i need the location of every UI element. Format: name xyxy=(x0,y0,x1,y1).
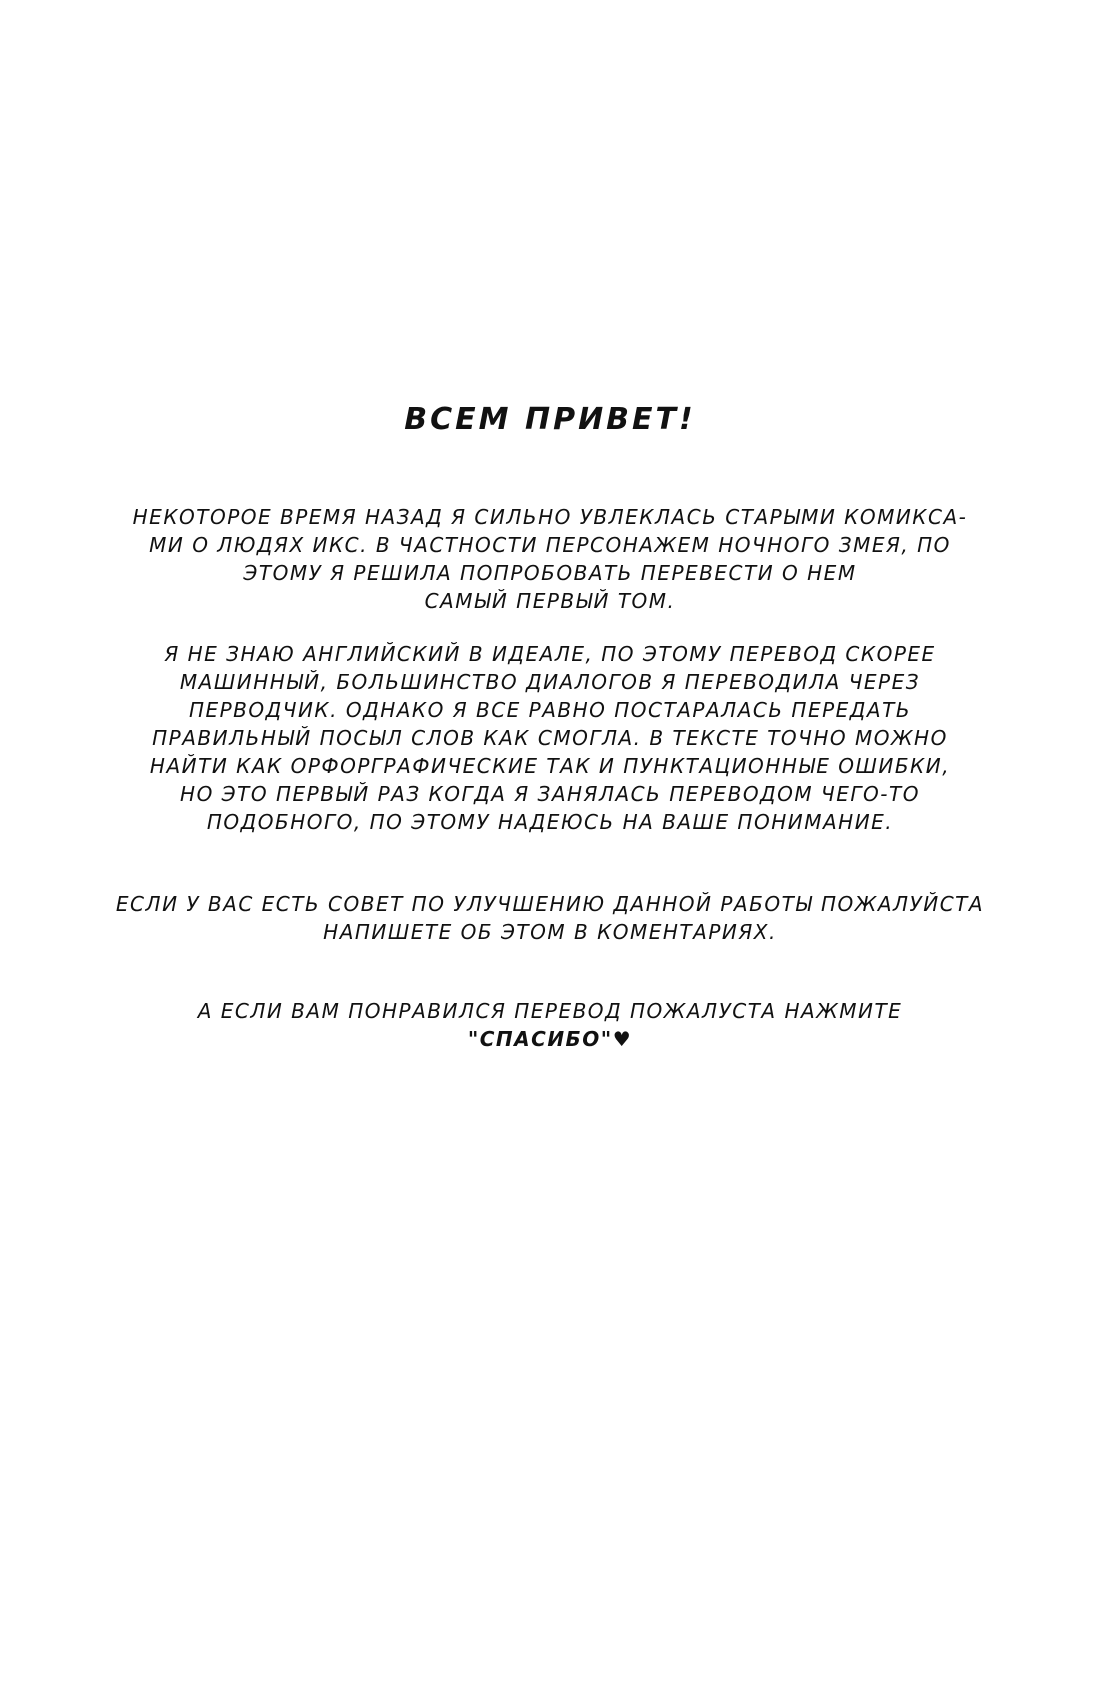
text-line: НО ЭТО ПЕРВЫЙ РАЗ КОГДА Я ЗАНЯЛАСЬ ПЕРЕВОДОМ ЧЕГО-ТО xyxy=(180,782,920,806)
greeting-title xyxy=(50,400,1050,440)
advice-paragraph xyxy=(50,890,1050,946)
heart-icon: ♥ xyxy=(612,1027,633,1051)
thanks-line xyxy=(50,1025,1050,1053)
text-line: НАЙТИ КАК ОРФОРГРАФИЧЕСКИЕ ТАК И ПУНКТАЦИОННЫЕ ОШИБКИ, xyxy=(149,754,951,778)
text-line: НАПИШЕТЕ ОБ ЭТОМ В КОМЕНТАРИЯХ. xyxy=(323,920,777,944)
text-line: ЕСЛИ У ВАС ЕСТЬ СОВЕТ ПО УЛУЧШЕНИЮ ДАННОЙ РАБОТЫ ПОЖАЛУЙСТА xyxy=(115,892,985,916)
text-line: ПЕРВОДЧИК. ОДНАКО Я ВСЕ РАВНО ПОСТАРАЛАСЬ ПЕРЕДАТЬ xyxy=(188,698,912,722)
text-line: НЕКОТОРОЕ ВРЕМЯ НАЗАД Я СИЛЬНО УВЛЕКЛАСЬ СТАРЫМИ КОМИКСА- xyxy=(132,505,968,529)
thanks-paragraph xyxy=(50,997,1050,1053)
text-line: МАШИННЫЙ, БОЛЬШИНСТВО ДИАЛОГОВ Я ПЕРЕВОДИЛА ЧЕРЕЗ xyxy=(179,670,921,694)
thanks-word: "СПАСИБО" xyxy=(467,1027,613,1051)
translation-note-paragraph xyxy=(50,640,1050,836)
text-line: ЭТОМУ Я РЕШИЛА ПОПРОБОВАТЬ ПЕРЕВЕСТИ О НЕМ xyxy=(243,561,857,585)
title-text: ВСЕМ ПРИВЕТ! xyxy=(404,402,696,437)
intro-paragraph xyxy=(50,503,1050,615)
text-line: ПРАВИЛЬНЫЙ ПОСЫЛ СЛОВ КАК СМОГЛА. В ТЕКСТЕ ТОЧНО МОЖНО xyxy=(152,726,948,750)
text-line: САМЫЙ ПЕРВЫЙ ТОМ. xyxy=(424,589,676,613)
text-line: Я НЕ ЗНАЮ АНГЛИЙСКИЙ В ИДЕАЛЕ, ПО ЭТОМУ ПЕРЕВОД СКОРЕЕ xyxy=(164,642,936,666)
text-line: А ЕСЛИ ВАМ ПОНРАВИЛСЯ ПЕРЕВОД ПОЖАЛУСТА НАЖМИТЕ xyxy=(197,999,903,1023)
text-line: ПОДОБНОГО, ПО ЭТОМУ НАДЕЮСЬ НА ВАШЕ ПОНИМАНИЕ. xyxy=(206,810,894,834)
text-line: МИ О ЛЮДЯХ ИКС. В ЧАСТНОСТИ ПЕРСОНАЖЕМ НОЧНОГО ЗМЕЯ, ПО xyxy=(149,533,951,557)
